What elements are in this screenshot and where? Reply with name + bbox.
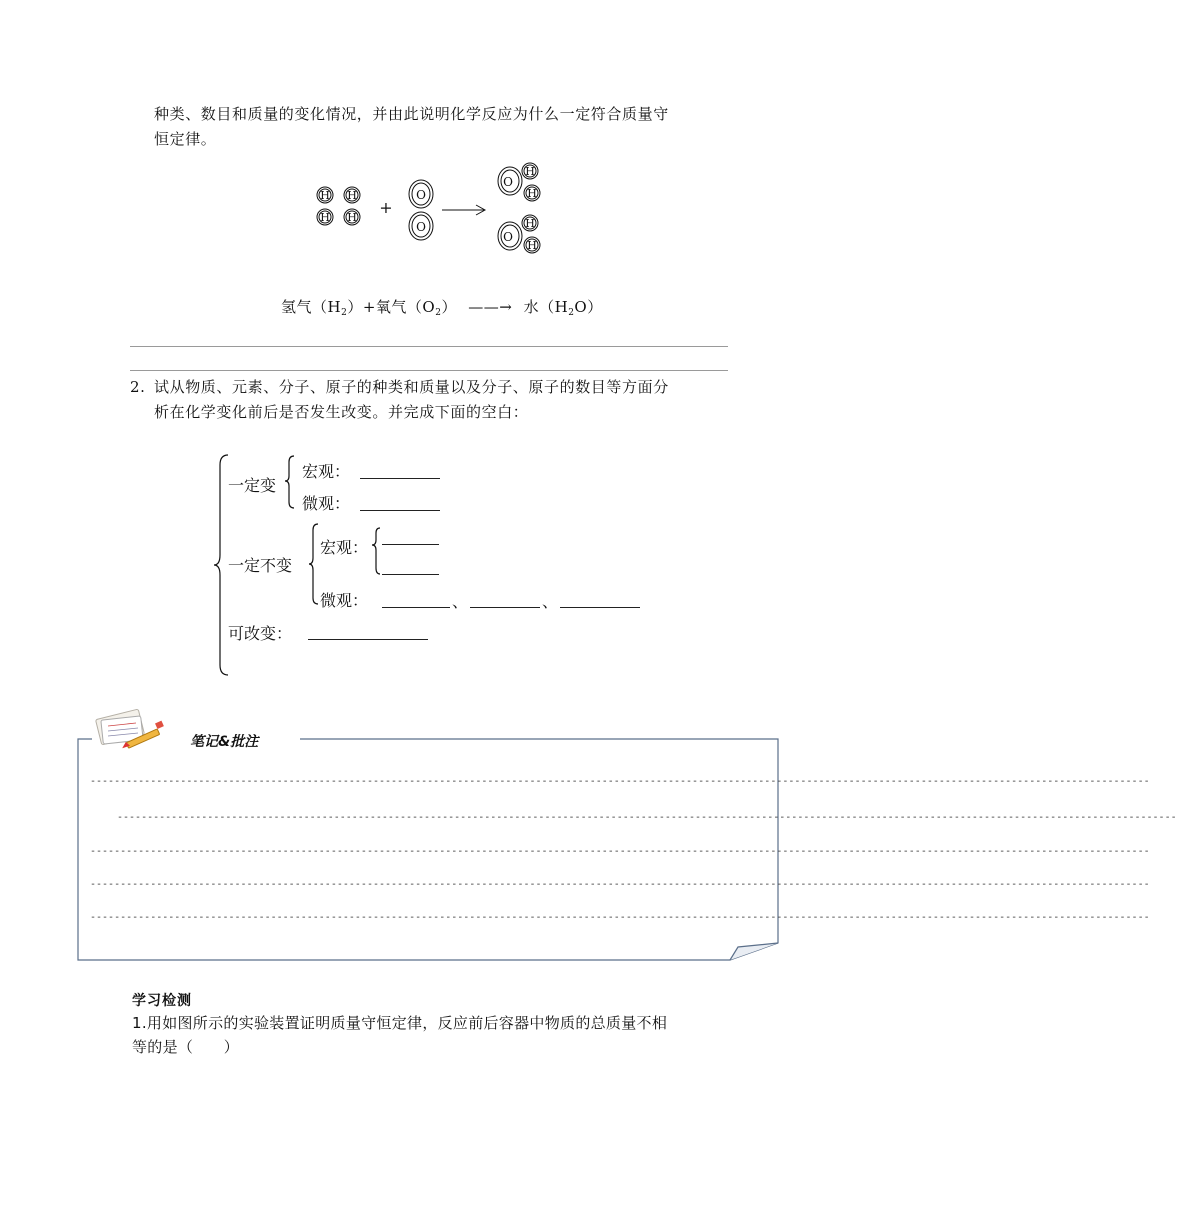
micro-blank[interactable] xyxy=(360,510,440,511)
hydrogen-atom xyxy=(344,209,360,225)
notebook-pencil-icon xyxy=(92,704,182,752)
equation-water-subscript: 2 xyxy=(568,308,575,318)
notes-line[interactable]: -------------------------------------------------------------------------------------------------------------------------------------------------------------------------------- xyxy=(90,846,1150,857)
intro-line-1: 种类、数目和质量的变化情况，并由此说明化学反应为什么一定符合质量守 xyxy=(154,105,669,123)
notes-line[interactable]: -------------------------------------------------------------------------------------------------------------------------------------------------------------------------------- xyxy=(90,879,1150,890)
must-change-label: 一定变 xyxy=(228,476,277,495)
atom-h-label: H xyxy=(525,217,535,230)
notes-line[interactable]: -------------------------------------------------------------------------------------------------------------------------------------------------------------------------------- xyxy=(90,776,1150,787)
equation-arrow: ——→ xyxy=(468,298,513,316)
atom-o-label: O xyxy=(503,175,513,189)
oxygen-atom xyxy=(409,212,433,240)
atom-o-label: O xyxy=(416,220,426,234)
micro-label: 微观： xyxy=(302,494,351,513)
equation-o2-subscript: 2 xyxy=(435,308,442,318)
atom-h-label: H xyxy=(320,211,330,224)
must-not-change-label: 一定不变 xyxy=(228,556,293,575)
check-heading: 学习检测 xyxy=(132,993,192,1009)
check-question-1-line-1: 1.用如图所示的实验装置证明质量守恒定律，反应前后容器中物质的总质量不相 xyxy=(132,1014,668,1032)
equation-water-label: 水（H xyxy=(523,298,569,316)
separator: 、 xyxy=(542,592,559,611)
macro-blank[interactable] xyxy=(360,478,440,479)
notes-line[interactable]: -------------------------------------------------------------------------------------------------------------------------------------------------------------------------------- xyxy=(90,912,1150,923)
divider-line xyxy=(130,370,728,371)
hydrogen-atom xyxy=(317,187,333,203)
macro-label-2: 宏观： xyxy=(320,538,369,557)
divider-line xyxy=(130,346,728,347)
atom-o-label: O xyxy=(416,188,426,202)
question-2-number: 2. xyxy=(130,378,146,396)
macro-blank-2b[interactable] xyxy=(382,574,439,575)
reaction-molecule-diagram xyxy=(300,160,560,265)
equation-h2-label: 氢气（H xyxy=(281,298,342,316)
reaction-arrow xyxy=(442,205,485,215)
notes-title: 笔记&批注 xyxy=(190,734,259,750)
water-molecule xyxy=(498,163,540,201)
intro-line-2: 恒定律。 xyxy=(154,130,217,148)
water-molecule xyxy=(498,215,540,253)
micro-blank-2c[interactable] xyxy=(560,607,640,608)
atom-o-label: O xyxy=(503,230,513,244)
equation-h2-subscript: 2 xyxy=(341,308,348,318)
atom-h-label: H xyxy=(347,211,357,224)
word-equation xyxy=(281,296,603,318)
micro-blank-2b[interactable] xyxy=(470,607,540,608)
micro-label-2: 微观： xyxy=(320,591,369,610)
no-change-brace xyxy=(309,524,318,604)
change-brace xyxy=(285,456,294,508)
plus-sign: + xyxy=(379,198,393,217)
may-change-label: 可改变： xyxy=(228,624,293,643)
question-2-line-2: 析在化学变化前后是否发生改变。并完成下面的空白： xyxy=(154,403,529,421)
macro-blank-2a[interactable] xyxy=(382,544,439,545)
atom-h-label: H xyxy=(527,187,537,200)
may-change-blank[interactable] xyxy=(308,639,428,640)
atom-h-label: H xyxy=(525,165,535,178)
question-2-line-1: 试从物质、元素、分子、原子的种类和质量以及分子、原子的数目等方面分 xyxy=(154,378,669,396)
micro-blank-2a[interactable] xyxy=(382,607,450,608)
oxygen-atom xyxy=(409,180,433,208)
equation-o2-close: ） xyxy=(441,298,457,316)
atom-h-label: H xyxy=(347,189,357,202)
atom-h-label: H xyxy=(527,239,537,252)
macro-label: 宏观： xyxy=(302,462,351,481)
outer-brace xyxy=(214,455,228,675)
equation-water-close: O） xyxy=(574,298,603,316)
atom-h-label: H xyxy=(320,189,330,202)
separator: 、 xyxy=(452,592,469,611)
check-question-1-line-2: 等的是（ ） xyxy=(132,1038,240,1056)
hydrogen-atom xyxy=(344,187,360,203)
notes-line[interactable]: -------------------------------------------------------------------------------------------------------------------------------------------------------------------------------- xyxy=(117,812,1177,823)
equation-h2-close: ）+氧气（O xyxy=(347,298,436,316)
macro-brace xyxy=(372,528,380,574)
hydrogen-atom xyxy=(317,209,333,225)
